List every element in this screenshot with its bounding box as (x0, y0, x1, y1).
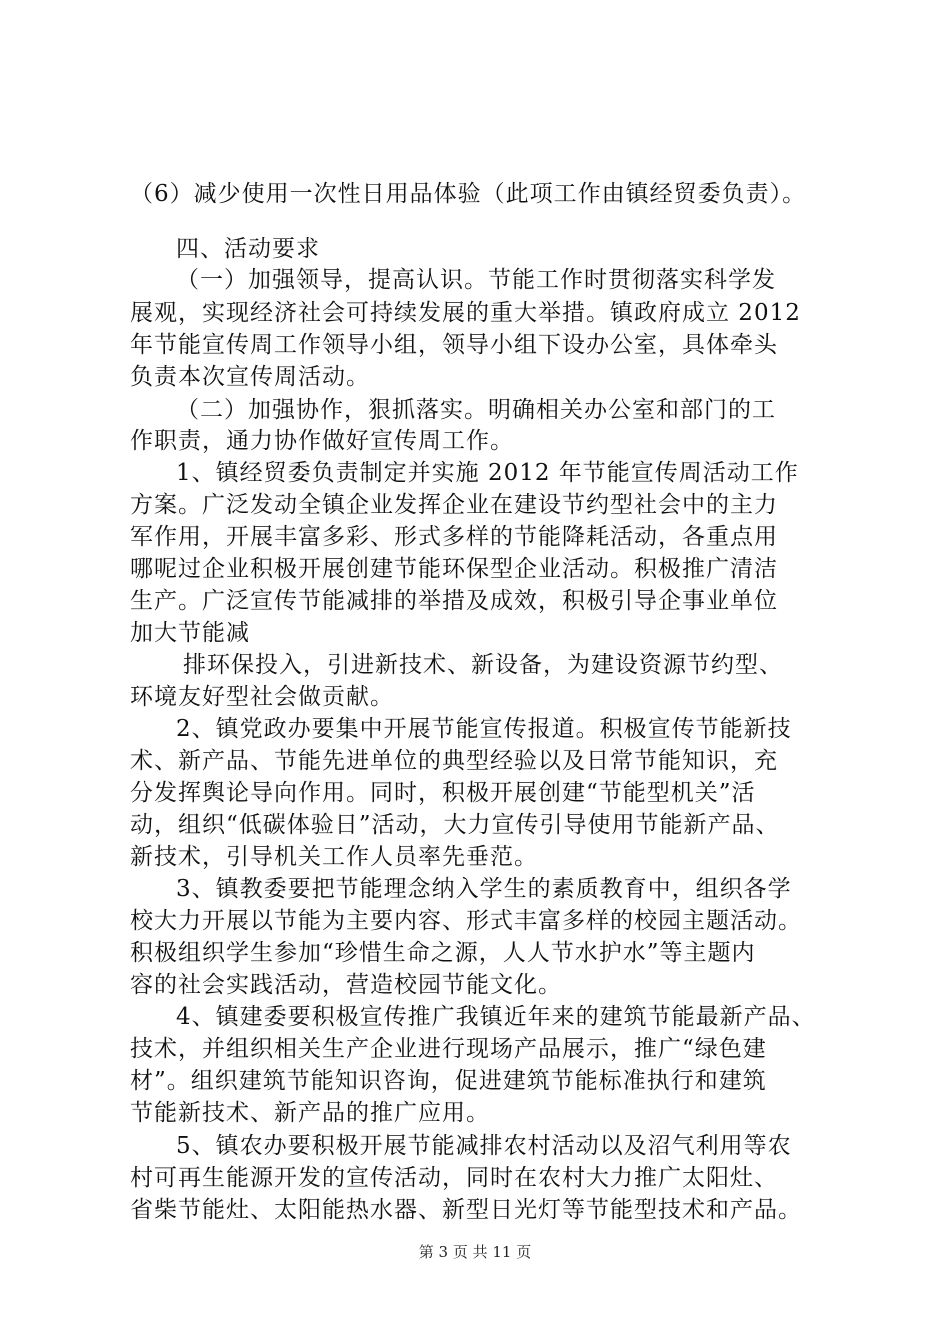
text-line: 负责本次宣传周活动。 (130, 364, 370, 390)
text-line: 1、镇经贸委负责制定并实施 2012 年节能宣传周活动工作 (176, 460, 799, 486)
text-line: 省柴节能灶、太阳能热水器、新型日光灯等节能型技术和产品。 (130, 1197, 802, 1223)
text-line: 方案。广泛发动全镇企业发挥企业在建设节约型社会中的主力 (130, 492, 778, 518)
text-line: 2、镇党政办要集中开展节能宣传报道。积极宣传节能新技 (176, 716, 792, 742)
text-line: 术、新产品、节能先进单位的典型经验以及日常节能知识，充 (130, 748, 778, 774)
text-line: （二）加强协作，狠抓落实。明确相关办公室和部门的工 (176, 397, 776, 423)
text-line: 环境友好型社会做贡献。 (130, 684, 394, 710)
text-line: 加大节能减 (130, 620, 250, 646)
text-line: 3、镇教委要把节能理念纳入学生的素质教育中，组织各学 (176, 876, 792, 902)
text-line: 展观，实现经济社会可持续发展的重大举措。镇政府成立 2012 (130, 300, 801, 326)
text-line: 新技术，引导机关工作人员率先垂范。 (130, 844, 538, 870)
text-line: （一）加强领导，提高认识。节能工作时贯彻落实科学发 (176, 267, 776, 293)
text-line: 排环保投入，引进新技术、新设备，为建设资源节约型、 (183, 652, 783, 678)
text-line: 积极组织学生参加“珍惜生命之源，人人节水护水”等主题内 (130, 940, 756, 966)
text-line: 军作用，开展丰富多彩、形式多样的节能降耗活动，各重点用 (130, 524, 778, 550)
text-line: 分发挥舆论导向作用。同时，积极开展创建“节能型机关”活 (130, 780, 756, 806)
text-line: 作职责，通力协作做好宣传周工作。 (130, 428, 514, 454)
text-line: （6）减少使用一次性日用品体验（此项工作由镇经贸委负责）。 (130, 181, 807, 207)
text-line: 技术，并组织相关生产企业进行现场产品展示，推广“绿色建 (130, 1036, 767, 1062)
text-line: 容的社会实践活动，营造校园节能文化。 (130, 972, 562, 998)
text-line: 哪呢过企业积极开展创建节能环保型企业活动。积极推广清洁 (130, 556, 778, 582)
text-line: 4、镇建委要积极宣传推广我镇近年来的建筑节能最新产品、 (176, 1004, 816, 1030)
text-line: 村可再生能源开发的宣传活动，同时在农村大力推广太阳灶、 (130, 1165, 778, 1191)
text-line: 年节能宣传周工作领导小组，领导小组下设办公室，具体牵头 (130, 332, 778, 358)
text-line: 校大力开展以节能为主要内容、形式丰富多样的校园主题活动。 (130, 908, 802, 934)
text-line: 动，组织“低碳体验日”活动，大力宣传引导使用节能新产品、 (130, 812, 780, 838)
text-line: 节能新技术、新产品的推广应用。 (130, 1100, 490, 1126)
text-line: 5、镇农办要积极开展节能减排农村活动以及沼气利用等农 (176, 1133, 792, 1159)
text-line: 材”。组织建筑节能知识咨询，促进建筑节能标准执行和建筑 (130, 1068, 767, 1094)
page-number-footer: 第 3 页 共 11 页 (418, 1243, 532, 1261)
text-line: 生产。广泛宣传节能减排的举措及成效，积极引导企事业单位 (130, 588, 778, 614)
section-heading: 四、活动要求 (176, 236, 320, 262)
